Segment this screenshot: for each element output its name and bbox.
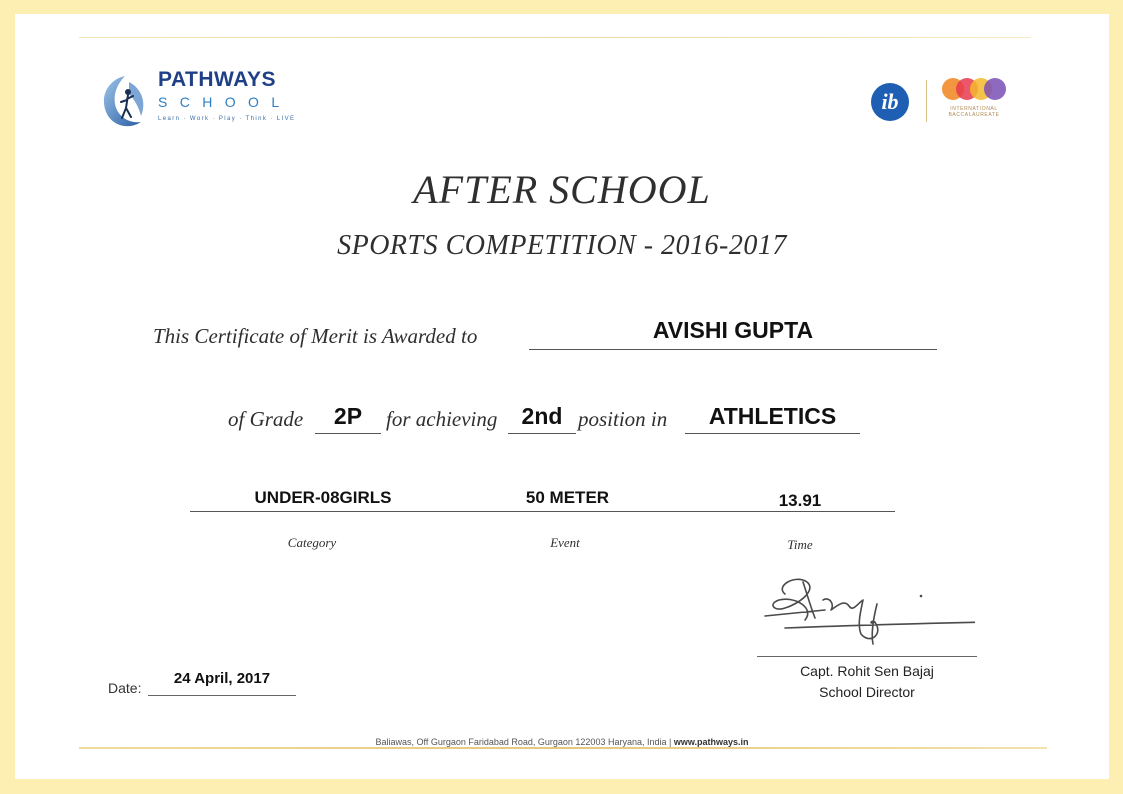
- grade-value: 2P: [333, 403, 363, 429]
- category-label: Category: [287, 535, 337, 550]
- ib-continuum-circles-icon: [939, 76, 1009, 104]
- logo-tagline: Learn · Work · Play · Think · LIVE: [158, 116, 296, 122]
- signatory-name: Capt. Rohit Sen Bajaj: [800, 663, 934, 679]
- grade-underline: [315, 433, 381, 434]
- recipient-underline: [529, 349, 937, 350]
- award-phrase: This Certificate of Merit is Awarded to: [153, 324, 478, 348]
- logo-school-text: SCHOOL: [158, 94, 292, 110]
- event-label: Event: [550, 535, 580, 550]
- date-value: 24 April, 2017: [173, 670, 271, 687]
- footer-url: www.pathways.in: [673, 737, 749, 747]
- date-underline: [148, 695, 296, 696]
- signature-line: [757, 656, 977, 657]
- time-label: Time: [787, 537, 813, 552]
- footer-rule: [79, 747, 1047, 749]
- logo-divider: [926, 80, 927, 122]
- sport-value: ATHLETICS: [708, 403, 837, 429]
- time-value: 13.91: [778, 491, 822, 510]
- footer-address: [15, 737, 1109, 747]
- logo-wordmark: PATHWAYS: [158, 68, 276, 91]
- certificate: [15, 14, 1109, 779]
- director-signature: [745, 564, 975, 656]
- achieving-label: for achieving: [386, 407, 498, 431]
- ib-logo-text: INTERNATIONAL BACCALAUREATE: [948, 106, 1000, 118]
- footer-address-text: Baliawas, Off Gurgaon Faridabad Road, Gurgaon 122003 Haryana, India |: [375, 737, 674, 747]
- certificate-title: AFTER SCHOOL: [413, 167, 711, 212]
- category-value: UNDER-08GIRLS: [254, 488, 392, 507]
- sport-underline: [685, 433, 860, 434]
- certificate-subtitle: SPORTS COMPETITION - 2016-2017: [337, 230, 787, 261]
- position-in-label: position in: [578, 407, 668, 431]
- details-underline: [190, 511, 895, 512]
- position-value: 2nd: [521, 403, 563, 429]
- grade-label: of Grade: [228, 407, 304, 431]
- position-underline: [508, 433, 576, 434]
- ib-logo-icon: ib: [871, 83, 909, 121]
- recipient-name: AVISHI GUPTA: [652, 317, 814, 343]
- event-value: 50 METER: [525, 488, 610, 507]
- signatory-title: School Director: [819, 684, 915, 700]
- date-label: Date:: [108, 680, 142, 696]
- pathways-logo-icon: [95, 72, 155, 132]
- top-rule: [79, 37, 1031, 38]
